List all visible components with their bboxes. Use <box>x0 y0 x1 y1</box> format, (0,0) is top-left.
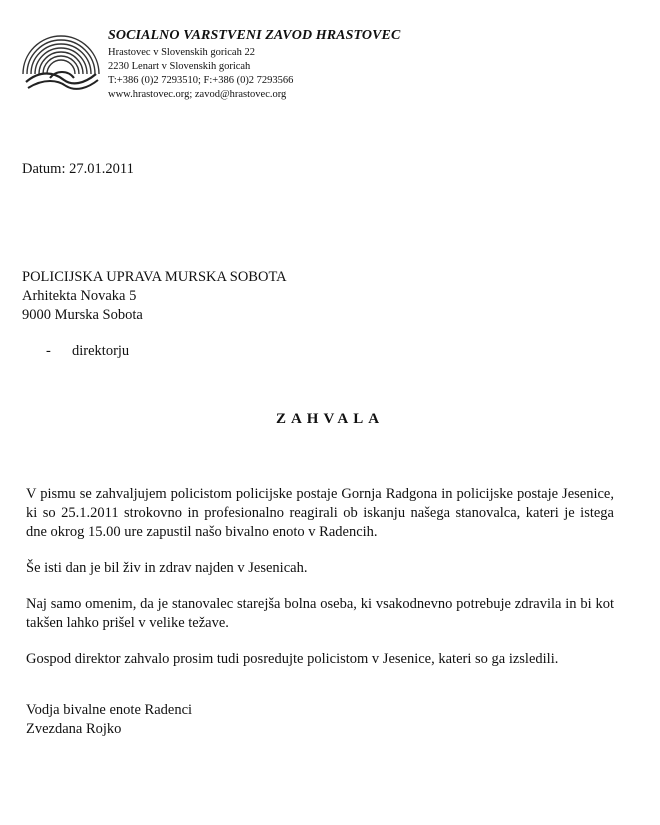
body-paragraph-2: Še isti dan je bil živ in zdrav najden v Jesenicah. <box>26 560 308 576</box>
attention-text: direktorju <box>72 343 130 359</box>
recipient-street: Arhitekta Novaka 5 <box>22 288 137 304</box>
address-line-1: Hrastovec v Slovenskih goricah 22 <box>108 47 255 58</box>
organization-logo-icon <box>20 34 102 92</box>
attention-line <box>46 343 129 360</box>
signature-name: Zvezdana Rojko <box>26 721 122 737</box>
body-paragraph-1: V pismu se zahvaljujem policistom policijske postaje Gornja Radgona in policijske postaje Jesenice, ki so 25.1.2011 strokovno in profesionalno reagirali ob iskanju našega stanovalca, kateri je istega dne okrog 15.00 ure zapustil našo bivalno enoto v Radencih. <box>26 486 614 540</box>
signature-role: Vodja bivalne enote Radenci <box>26 702 193 718</box>
organization-info <box>108 28 400 102</box>
phone-fax: T:+386 (0)2 7293510; F:+386 (0)2 7293566 <box>108 75 294 86</box>
recipient-address <box>22 268 287 325</box>
attention-dash: - <box>46 343 51 359</box>
recipient-city: 9000 Murska Sobota <box>22 307 143 323</box>
body-paragraph-4: Gospod direktor zahvalo prosim tudi posredujte policistom v Jesenice, kateri so ga izsledili. <box>26 651 559 667</box>
signature-block <box>26 701 192 739</box>
organization-name: SOCIALNO VARSTVENI ZAVOD HRASTOVEC <box>108 28 401 43</box>
recipient-name: POLICIJSKA UPRAVA MURSKA SOBOTA <box>22 269 287 285</box>
body-paragraph-3: Naj samo omenim, da je stanovalec starejša bolna oseba, ki vsakodnevno potrebuje zdravila in bi kot takšen lahko prišel v velike težave. <box>26 596 614 631</box>
web-email: www.hrastovec.org; zavod@hrastovec.org <box>108 89 287 100</box>
letter-date: Datum: 27.01.2011 <box>22 161 134 177</box>
letter-title: ZAHVALA <box>275 411 385 427</box>
address-line-2: 2230 Lenart v Slovenskih goricah <box>108 61 251 72</box>
letter-body <box>26 485 614 686</box>
letterhead <box>20 28 640 108</box>
